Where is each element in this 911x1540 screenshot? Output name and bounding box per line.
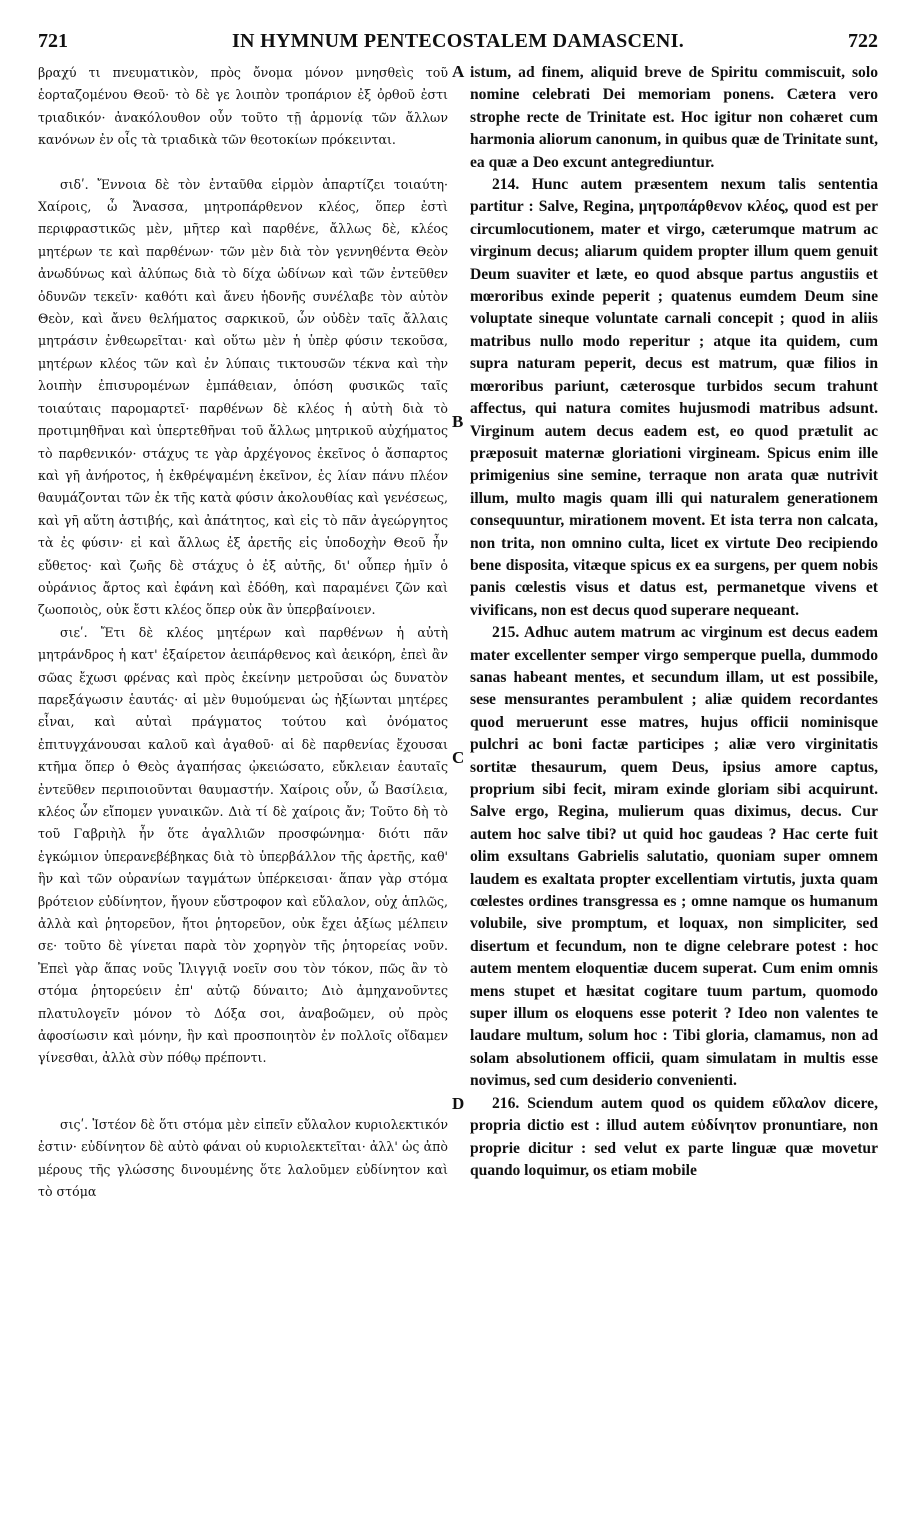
latin-paragraph: 214. Hunc autem præsentem nexum talis sententia partitur : Salve, Regina, μητροπάρθενον κλέος, quod est per circumlocutionem, mater et virgo, cæterumque matrum ac virginum decus; aliarum quidem propter illum quem genuit Deum suaviter et læte, eo quod absque partus angustiis et mœroribus exinde peperit ; quatenus eumdem Deum sine voluptate sineque voluntate carnali concepit ; quod in aliis matribus nullo modo reperitur ; atque ita quidem, cum supra naturam peperit, decus est matrum, quæ filios in mœroribus pariunt, cæterosque turbidos secum trahunt affectus, qui natura comites hujusmodi matribus adsunt. Virginum autem decus eadem est, eo quod prætulit ac præposuit maternæ gloriationi virgineam. Spicus enim ille primigenius sine semine, terraque non arata quæ nutrivit illum, multo magis quam illi qui naturalem generationem consequuntur, mirationem movent. Et ista terra non calcata, non trita, non omnino culta, licet ex virtute Deo recipiendo bene disposita, vitæque spicus ex ea surgens, per quem nobis panis cœlestis visus et datus est, permanetque vivens et vivificans, non est decus quod superare nequeant.	[470, 176, 878, 619]
margin-marker: A	[452, 62, 465, 81]
margin-marker: C	[452, 748, 465, 767]
greek-paragraph: σιεʹ. Ἔτι δὲ κλέος μητέρων καὶ παρθένων ἡ αὐτὴ μητράνδρος ἡ κατ' ἐξαίρετον ἀειπάρθενος καὶ ἀεικόρη, ἐπεὶ ἂν σῶας ἔχωσι φρένας καὶ πρὸς ἐκείνην μετροῦσαι ὡς δυνατὸν παρεξάγωσιν ἑαυτάς· αἱ μὲν θυμούμεναι ὡς ἠξίωνται μητέρες εἶναι, καὶ αὐταὶ πράγματος τούτου καὶ ὀνόματος ἐπιτυγχάνουσαι καλοῦ καὶ ἀγαθοῦ· αἱ δὲ παρθενίας ἔχουσαι κτῆμα ὅπερ ὁ Θεὸς ἀγαπήσας ᾠκειώσατο, εὔκλειαν ἑαυταῖς ἐντεῦθεν περιποιοῦνται θαυμαστήν. Χαίροις οὖν, ὦ Βασίλεια, κλέος ὧν εἴπομεν γυναικῶν. Διὰ τί δὲ χαίροις ἄν; Τοῦτο δὴ τὸ τοῦ Γαβριὴλ ἦν ὅτε ἀγαλλιῶν προσφώνημα· διότι πᾶν ἐγκώμιον ὑπερανεβέβηκας διὰ τὸ ὑπερβάλλον τῆς ἀρετῆς, καθ' ἣν καὶ τῶν οὐρανίων ταγμάτων ὑπέρκεισαι· ἅπαν γὰρ στόμα βρότειον εὐδίνητον, ἤγουν εὔστροφον καὶ εὔλαλον, οὐχ ἁπλῶς, ἀλλὰ καὶ ῥητορεῦον, ἤτοι ῥητορεῦον, οὐκ ἔχει ἀξίως μέλπειν σε· τοῦτο δὲ γίνεται παρὰ τὸν χορηγὸν τῆς ῥητορείας νοῦν. Ἐπεὶ γὰρ ἅπας νοῦς Ἰλιγγιᾷ νοεῖν σου τὸν τόκον, πῶς ἂν τὸ στόμα ῥητορεύειν ἐπ' αὐτῷ δύναιτο; Διὸ ἀμηχανοῦντες πλατυλογεῖν μόνον τὸ Δόξα σοι, ἀναβοῶμεν, οὐ πρὸς ἀφοσίωσιν καὶ μόνην, ἣν καὶ προσποιητὸν ἐν πολλοῖς οἴδαμεν γίνεσθαι, ἀλλὰ σὺν πόθῳ πρέποντι.	[38, 624, 448, 1066]
greek-column	[38, 62, 448, 1204]
margin-marker: D	[452, 1094, 465, 1113]
greek-paragraph: βραχύ τι πνευματικὸν, πρὸς ὄνομα μόνον μνησθεὶς τοῦ ἑορταζομένου Θεοῦ· τὸ δὲ γε λοιπὸν τροπάριον ἐξ ὀρθοῦ ἐστι τριαδικόν· ἀνακόλουθον οὖν τοῦτο τῇ ἁρμονίᾳ τῶν ἄλλων κανόνων ἐν οἷς τὰ τριαδικὰ τῶν θεοτοκίων πρόκεινται.	[38, 65, 448, 148]
margin-marker: B	[452, 412, 464, 431]
page-number-left: 721	[38, 30, 68, 52]
latin-paragraph: 215. Adhuc autem matrum ac virginum est decus eadem mater excellenter semper virgo semperque puella, dummodo sanas habeant mentes, et secundum illam, ut est possibile, sese mensurantes perambulent ; aliæ quidem recordantes quod meruerunt esse matres, hujus officii nominisque pulchri ac boni factæ participes ; aliæ vero virginitatis sortitæ thesaurum, quem Deus, ipsius amore captus, proprium sibi fecit, miram exinde gloriam sibi acquirunt. Salve ergo, Regina, mulierum quas diximus, decus. Cur autem hoc salve tibi? ut quid hoc gaudeas ? Hac certe fuit olim exsultans Gabrielis salutatio, quoniam super omnem laudem es exaltata propter excellentiam virtutis, juxta quam cœlestes ordines transgressa es ; omne namque os humanum volubile, sive promptum, et loquax, non simpliciter, sed disertum et fecundum, non te digne celebrare potest : hoc autem mentem eloquentiæ ducem superat. Cum enim omnis mens stupet et hæsitat cogitare tuum partum, quomodo super illum os eloquens esse poterit ? Ideo non valentes te laudare multum, solum hoc : Tibi gloria, clamamus, non ad solam absolutionem officii, quam simulatam in multis esse novimus, sed cum desiderio convenienti.	[470, 624, 878, 1090]
latin-column	[470, 62, 878, 1182]
page-number-right: 722	[848, 30, 878, 52]
greek-paragraph: σιδʹ. Ἔννοια δὲ τὸν ἐνταῦθα εἱρμὸν ἀπαρτίζει τοιαύτη· Χαίροις, ὦ Ἄνασσα, μητροπάρθενον κλέος, ὅπερ ἐστὶ περιφραστικῶς μὲν, μῆτερ καὶ παρθένε, ἄλλως δὲ, κλέος μητέρων τε καὶ παρθένων· τῶν μὲν διὰ τὸν γεννηθέντα Θεὸν ἀνωδύνως καὶ ἀλύπως διὰ τὸ δίχα ὠδίνων καὶ τῶν ἐντεῦθεν ὀδυνῶν τεκεῖν· καθότι καὶ ἄνευ ἡδονῆς συνέλαβε τὸν αὐτὸν Θεὸν, καὶ ἄνευ θελήματος σαρκικοῦ, ὧν οὐδὲν ταῖς ἄλλαις μητράσιν ἐνθεωρεῖται· καὶ οὕτω μὲν ἡ ὑπὲρ φύσιν τεκοῦσα, μητέρων κλέος τῶν καὶ ἐν λύπαις τικτουσῶν τέκνα καὶ τὴν λοιπὴν ἐπισυρομένων ἐμπάθειαν, ὁπόση φυσικῶς ταῖς τοιαύταις παρομαρτεῖ· παρθένων δὲ κλέος ἡ αὐτὴ διὰ τὸ προτιμηθῆναι καὶ ὑπερτεθῆναι τοῦ ἄλλως μητρικοῦ αὐχήματος τὸ παρθενικόν· στάχυς τε γὰρ ἀρχέγονος ἐκεῖνος ὁ ἄσπαρτος καὶ γῆ ἀνήροτος, ἡ ἐκθρέψαμένη ἐκεῖνον, ἐς λίαν πάνυ πλέον θαυμάζονται τῶν ἐκ τῆς κατὰ φύσιν ἀκολουθίας καὶ γενέσεως, καὶ γῆ αὕτη ἀστιβής, καὶ ἀπάτητος, καὶ εἰς τὸ πᾶν ἀγεώργητος τὰ ἐς φύσιν· εἰ καὶ ἄλλως ἐξ ἀρετῆς εἰς ὑποδοχὴν Θεοῦ ἦν εὔθετος· καὶ ζωῆς δὲ στάχυς ὁ ἐξ αὐτῆς, δι' οὗπερ ἡμῖν ὁ οὐράνιος ἄρτος καὶ ἐφάνη καὶ ἐδόθη, καὶ παραμένει ζῶν καὶ ζωοποιὸς, οὐκ ἔστι κλέος ὅπερ οὐκ ἂν ὑπερβαίνοιεν.	[38, 176, 448, 618]
latin-paragraph: 216. Sciendum autem quod os quidem εὔλαλον dicere, propria dictio est : illud autem εὐδίνητον pronuntiare, non proprie dicitur : sed velut ex parte linguæ quæ movetur quando loquimur, os etiam mobile	[470, 1094, 878, 1179]
running-title: IN HYMNUM PENTECOSTALEM DAMASCENI.	[231, 30, 685, 52]
running-header	[38, 30, 878, 60]
greek-paragraph: σιςʹ. Ἰστέον δὲ ὅτι στόμα μὲν εἰπεῖν εὔλαλον κυριολεκτικόν ἐστιν· εὐδίνητον δὲ αὐτὸ φάναι οὐ κυριολεκτεῖται· ἀλλ' ὡς ἀπὸ μέρους τῆς γλώσσης δινουμένης ὅτε λαλοῦμεν εὐδίνητον καὶ τὸ στόμα	[38, 1116, 448, 1200]
latin-paragraph: istum, ad finem, aliquid breve de Spiritu commiscuit, solo nomine celebrati Dei memoriam ponens. Cætera vero strophe recte de Trinitate est. Hoc igitur non cohæret cum harmonia aliorum canonum, in quibus quæ de Trinitate sunt, ea quæ a Deo excunt antegrediuntur.	[470, 64, 878, 171]
